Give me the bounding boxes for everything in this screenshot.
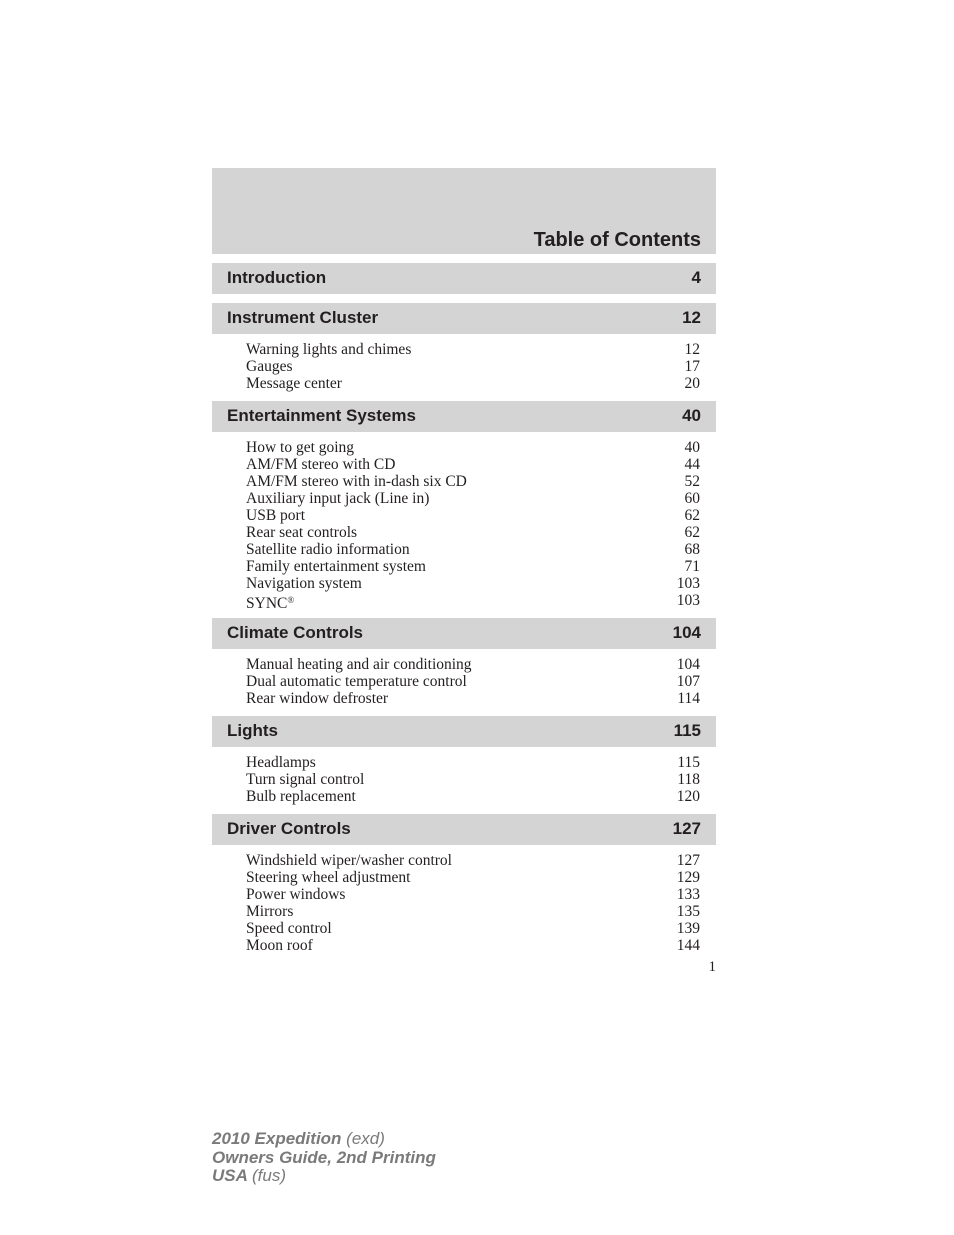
- toc-entry-label: [246, 788, 356, 805]
- page-number: 1: [708, 959, 716, 975]
- toc-entry-text: Navigation system: [246, 575, 362, 592]
- section-heading[interactable]: [212, 401, 716, 432]
- toc-entry[interactable]: [212, 558, 716, 575]
- toc-entry-text: Speed control: [246, 920, 332, 937]
- toc-entry[interactable]: [212, 690, 716, 707]
- toc-entry-text: Family entertainment system: [246, 558, 426, 575]
- footer-model-code: (exd): [346, 1129, 385, 1148]
- toc-section: [212, 618, 716, 707]
- toc-entry-text: AM/FM stereo with in-dash six CD: [246, 473, 467, 490]
- toc-entry-page: 107: [676, 673, 700, 690]
- section-heading-label: Introduction: [227, 268, 327, 287]
- toc-entry[interactable]: [212, 852, 716, 869]
- toc-entry-label: [246, 869, 410, 886]
- toc-entry[interactable]: [212, 575, 716, 592]
- toc-sections: [212, 263, 716, 954]
- toc-section: [212, 303, 716, 392]
- toc-entry-label: [246, 358, 293, 375]
- toc-entry[interactable]: [212, 358, 716, 375]
- table-of-contents: [212, 168, 716, 954]
- section-heading[interactable]: [212, 263, 716, 294]
- toc-entry-label: [246, 937, 313, 954]
- toc-entry-label: [246, 456, 395, 473]
- toc-entry-page: 118: [677, 771, 700, 788]
- section-entries: [212, 334, 716, 392]
- section-heading-label: Climate Controls: [227, 623, 364, 642]
- toc-entry-label: [246, 490, 429, 507]
- toc-entry[interactable]: [212, 920, 716, 937]
- toc-entry-text: Moon roof: [246, 937, 313, 954]
- toc-entry-text: Turn signal control: [246, 771, 365, 788]
- toc-entry-page: 104: [676, 656, 700, 673]
- toc-entry-page: 44: [684, 456, 700, 473]
- toc-entry-text: Power windows: [246, 886, 346, 903]
- section-heading-page: 104: [672, 623, 701, 642]
- toc-entry-page: 62: [684, 507, 700, 524]
- toc-section: [212, 814, 716, 954]
- toc-entry-page: 40: [684, 439, 700, 456]
- toc-entry-label: [246, 341, 411, 358]
- toc-entry[interactable]: [212, 869, 716, 886]
- toc-entry[interactable]: [212, 592, 716, 612]
- section-heading-page: 40: [682, 406, 701, 425]
- toc-section: [212, 716, 716, 805]
- toc-entry[interactable]: [212, 788, 716, 805]
- section-entries: [212, 845, 716, 954]
- page-title: Table of Contents: [533, 229, 701, 251]
- toc-entry-text: Mirrors: [246, 903, 294, 920]
- toc-entry-text: Steering wheel adjustment: [246, 869, 411, 886]
- section-heading-page: 12: [682, 308, 701, 327]
- toc-entry-page: 71: [684, 558, 700, 575]
- toc-entry-text: Rear window defroster: [246, 690, 389, 707]
- footer-line-2: Owners Guide, 2nd Printing: [212, 1147, 436, 1167]
- toc-entry-text: Bulb replacement: [246, 788, 356, 805]
- section-entries: [212, 432, 716, 612]
- toc-entry[interactable]: [212, 656, 716, 673]
- toc-entry-text: Gauges: [246, 358, 293, 375]
- toc-entry-text: Auxiliary input jack (Line in): [246, 490, 430, 507]
- section-entries: [212, 649, 716, 707]
- toc-entry-label: [246, 592, 294, 612]
- toc-entry-text: How to get going: [246, 439, 355, 456]
- toc-header: [212, 168, 716, 254]
- toc-entry-page: 127: [676, 852, 700, 869]
- toc-entry-page: 133: [676, 886, 700, 903]
- section-heading[interactable]: [212, 618, 716, 649]
- toc-entry-text: Windshield wiper/washer control: [246, 852, 452, 869]
- toc-entry[interactable]: [212, 456, 716, 473]
- toc-entry-label: [246, 690, 388, 707]
- toc-entry-label: [246, 903, 293, 920]
- toc-entry-label: [246, 656, 472, 673]
- toc-entry-label: [246, 673, 467, 690]
- section-heading-page: 115: [673, 721, 701, 740]
- toc-entry-text: Manual heating and air conditioning: [246, 656, 472, 673]
- toc-entry-page: 20: [684, 375, 700, 392]
- toc-entry-label: [246, 558, 426, 575]
- footer-line-1: [212, 1130, 436, 1149]
- toc-entry-label: [246, 507, 305, 524]
- toc-entry-text: Headlamps: [246, 754, 316, 771]
- toc-entry[interactable]: [212, 541, 716, 558]
- toc-entry-page: 115: [677, 754, 700, 771]
- toc-entry-label: [246, 754, 316, 771]
- section-heading-page: 127: [672, 819, 701, 838]
- registered-mark: ®: [287, 595, 295, 605]
- section-entries: [212, 747, 716, 805]
- section-heading[interactable]: [212, 303, 716, 334]
- section-heading-label: Lights: [227, 721, 278, 740]
- toc-entry-label: [246, 473, 467, 490]
- footer-model: 2010 Expedition: [212, 1129, 342, 1148]
- footer-market: USA: [212, 1166, 248, 1185]
- toc-entry-label: [246, 439, 354, 456]
- toc-entry-label: [246, 375, 342, 392]
- toc-entry-page: 103: [676, 575, 700, 592]
- toc-entry[interactable]: [212, 771, 716, 788]
- toc-entry[interactable]: [212, 886, 716, 903]
- toc-entry-page: 68: [684, 541, 700, 558]
- toc-entry[interactable]: [212, 754, 716, 771]
- footer: [212, 1130, 436, 1186]
- toc-entry[interactable]: [212, 903, 716, 920]
- toc-entry-label: [246, 886, 345, 903]
- toc-entry-label: [246, 771, 364, 788]
- toc-entry-text: Message center: [246, 375, 342, 392]
- toc-entry-label: [246, 541, 410, 558]
- toc-entry-text: Warning lights and chimes: [246, 341, 412, 358]
- footer-market-code: (fus): [252, 1166, 286, 1185]
- toc-entry-text: AM/FM stereo with CD: [246, 456, 396, 473]
- section-heading[interactable]: [212, 716, 716, 747]
- toc-entry-page: 114: [677, 690, 700, 707]
- toc-entry[interactable]: [212, 341, 716, 358]
- toc-entry-text: SYNC: [246, 595, 288, 612]
- toc-entry-page: 144: [676, 937, 700, 954]
- toc-entry-text: Satellite radio information: [246, 541, 410, 558]
- toc-entry-page: 135: [676, 903, 700, 920]
- toc-entry[interactable]: [212, 439, 716, 456]
- toc-entry[interactable]: [212, 375, 716, 392]
- toc-entry[interactable]: [212, 490, 716, 507]
- toc-section: [212, 263, 716, 294]
- toc-entry-label: [246, 524, 357, 541]
- section-heading[interactable]: [212, 814, 716, 845]
- toc-entry[interactable]: [212, 673, 716, 690]
- section-heading-page: 4: [691, 268, 701, 287]
- toc-entry-label: [246, 920, 332, 937]
- toc-entry[interactable]: [212, 524, 716, 541]
- toc-entry-page: 52: [684, 473, 700, 490]
- toc-section: [212, 401, 716, 612]
- toc-entry-page: 139: [676, 920, 700, 937]
- section-heading-label: Instrument Cluster: [227, 308, 379, 327]
- toc-entry-page: 17: [684, 358, 700, 375]
- toc-entry-text: Dual automatic temperature control: [246, 673, 467, 690]
- toc-entry-text: USB port: [246, 507, 305, 524]
- toc-entry-text: Rear seat controls: [246, 524, 358, 541]
- toc-entry-page: 62: [684, 524, 700, 541]
- toc-entry-page: 129: [676, 869, 700, 886]
- toc-entry-page: 60: [684, 490, 700, 507]
- toc-entry-label: [246, 575, 362, 592]
- toc-entry-page: 120: [676, 788, 700, 805]
- toc-entry-label: [246, 852, 452, 869]
- toc-entry[interactable]: [212, 937, 716, 954]
- toc-entry-page: 103: [676, 592, 700, 609]
- footer-line-3: [212, 1167, 436, 1186]
- toc-entry[interactable]: [212, 473, 716, 490]
- toc-entry[interactable]: [212, 507, 716, 524]
- toc-entry-page: 12: [684, 341, 700, 358]
- section-heading-label: Entertainment Systems: [227, 406, 416, 425]
- section-heading-label: Driver Controls: [227, 819, 351, 838]
